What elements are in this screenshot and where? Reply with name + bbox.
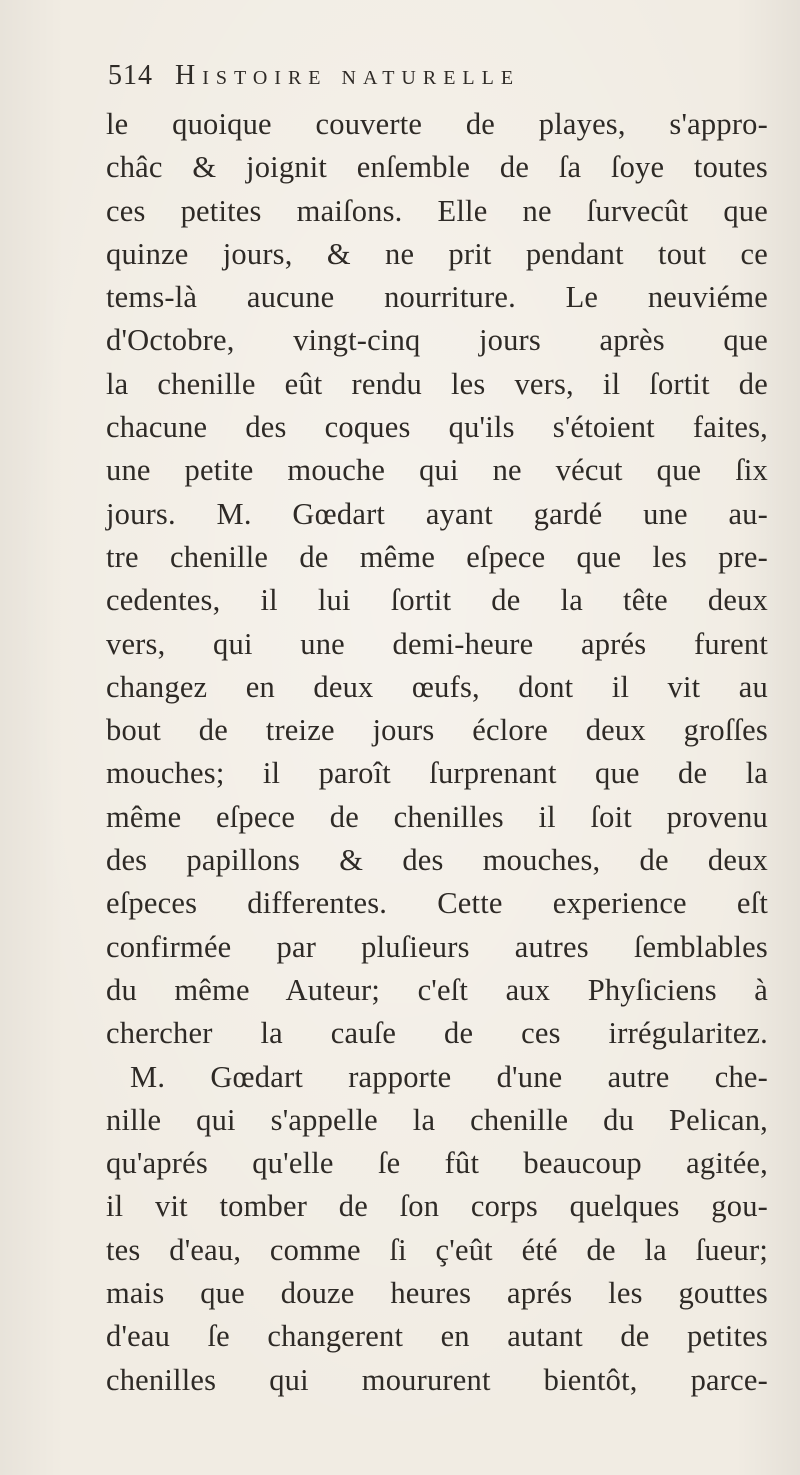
text-line: quinze jours, & ne prit pendant tout ce [106,236,768,271]
text-line: châc & joignit enſemble de ſa ſoye toutes [106,150,768,185]
page-header [108,60,520,100]
text-line: du même Auteur; c'eſt aux Phyſiciens à [106,972,768,1007]
text-line: ces petites maiſons. Elle ne ſurvecût que [106,193,768,228]
text-line: confirmée par pluſieurs autres ſemblables [106,929,768,964]
text-line: tes d'eau, comme ſi ç'eût été de la ſueur; [106,1232,768,1267]
text-line: chacune des coques qu'ils s'étoient faites, [106,410,768,445]
text-line: vers, qui une demi-heure aprés furent [106,626,768,661]
text-line: changez en deux œufs, dont il vit au [106,669,768,704]
text-line: eſpeces differentes. Cette experience eſt [106,886,768,921]
page-number: 514 [108,60,153,91]
text-line: mouches; il paroît ſurprenant que de la [106,756,768,791]
text-line: une petite mouche qui ne vécut que ſix [106,453,768,488]
text-line: bout de treize jours éclore deux groſſes [106,713,768,748]
text-line: même eſpece de chenilles il ſoit provenu [106,799,768,834]
body-text [106,103,768,1402]
text-line-paragraph-start: M. Gœdart rapporte d'une autre che- [130,1059,768,1094]
text-line: tre chenille de même eſpece que les pre- [106,539,768,574]
text-line: cedentes, il lui ſortit de la tête deux [106,583,768,618]
text-line: chercher la cauſe de ces irrégularitez. [106,1016,768,1051]
text-line: le quoique couverte de playes, s'appro- [106,107,768,141]
text-line: jours. M. Gœdart ayant gardé une au- [106,496,768,531]
running-title: Histoire naturelle [175,60,521,91]
text-line: d'eau ſe changerent en autant de petites [106,1319,768,1354]
text-line: mais que douze heures aprés les gouttes [106,1276,768,1311]
text-line: la chenille eût rendu les vers, il ſortit de [106,366,768,401]
text-line: tems-là aucune nourriture. Le neuviéme [106,280,768,315]
text-line: des papillons & des mouches, de deux [106,843,768,878]
text-line: nille qui s'appelle la chenille du Pelican, [106,1102,768,1137]
text-line: chenilles qui moururent bientôt, parce- [106,1362,768,1397]
text-line: il vit tomber de ſon corps quelques gou- [106,1189,768,1224]
text-line: qu'aprés qu'elle ſe fût beaucoup agitée, [106,1146,768,1181]
text-line: d'Octobre, vingt-cinq jours après que [106,323,768,358]
